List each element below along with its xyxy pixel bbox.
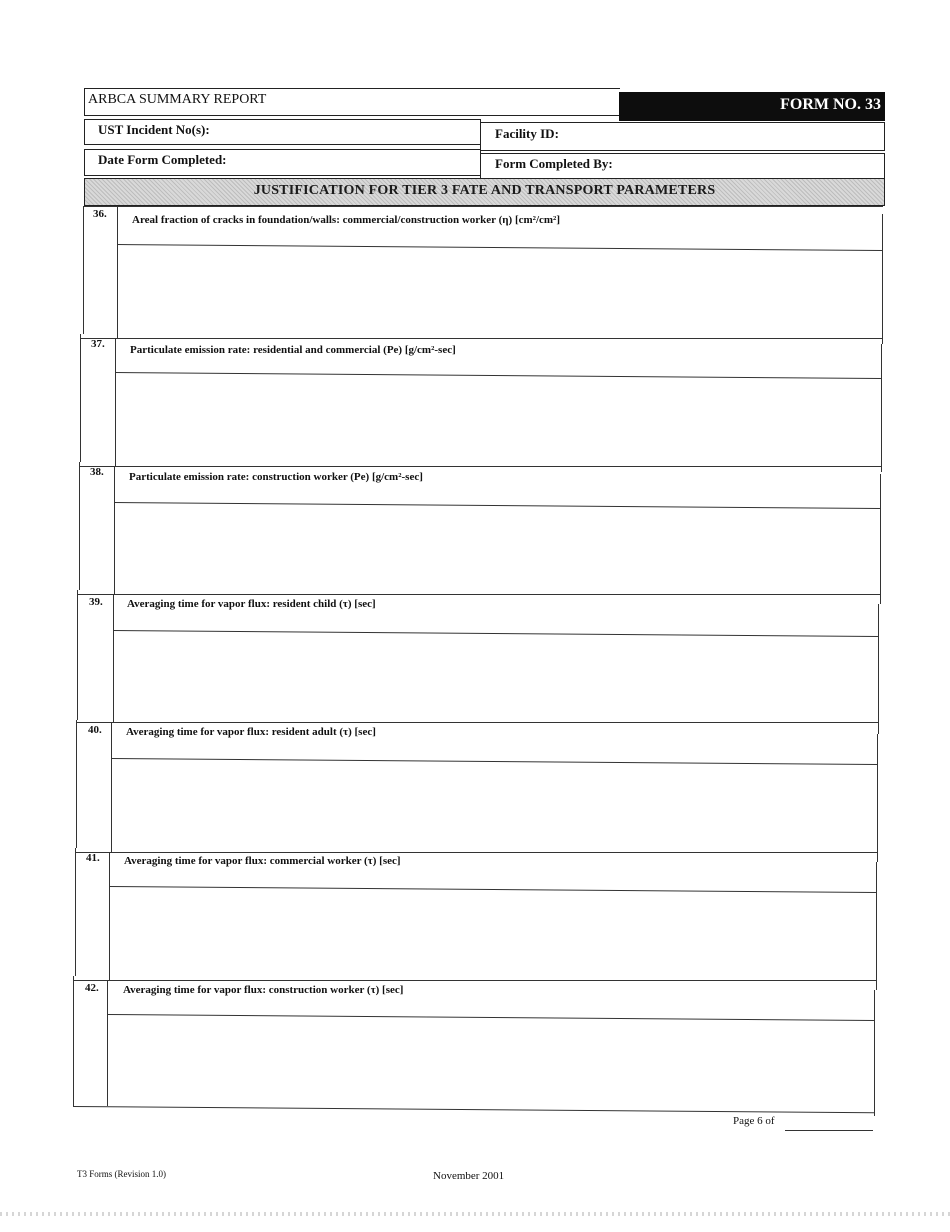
date-completed-label: Date Form Completed: xyxy=(98,152,227,167)
frame-left-line xyxy=(75,848,76,976)
section-banner xyxy=(84,178,885,206)
form-revision: T3 Forms (Revision 1.0) xyxy=(77,1169,166,1179)
label-underline xyxy=(115,372,881,379)
justification-field[interactable] xyxy=(108,1022,873,1106)
item-number: 39. xyxy=(89,596,103,608)
completed-by-label: Form Completed By: xyxy=(495,156,613,171)
page-total-field[interactable] xyxy=(785,1130,873,1131)
frame-right-line xyxy=(878,604,879,734)
facility-id-label: Facility ID: xyxy=(495,126,559,141)
item-label: Particulate emission rate: residential and commercial (Pe) [g/cm²-sec] xyxy=(130,344,456,356)
scan-artifact-strip xyxy=(0,1212,950,1216)
item-top-line xyxy=(75,852,877,853)
justification-field[interactable] xyxy=(112,766,876,850)
item-label: Areal fraction of cracks in foundation/walls: commercial/construction worker (η) [cm²/cm²] xyxy=(132,214,561,226)
form-date: November 2001 xyxy=(433,1170,505,1182)
label-underline xyxy=(111,758,877,765)
frame-right-line xyxy=(877,734,878,862)
item-top-line xyxy=(84,206,883,207)
frame-right-line xyxy=(874,990,875,1116)
justification-field[interactable] xyxy=(110,894,875,978)
item-top-line xyxy=(79,466,881,467)
report-title: ARBCA SUMMARY REPORT xyxy=(88,92,267,107)
item-top-line xyxy=(76,722,878,723)
label-underline xyxy=(107,1014,874,1021)
item-label: Averaging time for vapor flux: resident child (τ) [sec] xyxy=(127,598,376,610)
item-top-line xyxy=(80,338,882,339)
justification-field[interactable] xyxy=(115,510,879,594)
item-top-line xyxy=(73,980,876,981)
item-label: Averaging time for vapor flux: commercial worker (τ) [sec] xyxy=(124,855,401,867)
justification-field[interactable] xyxy=(116,380,880,462)
frame-left-line xyxy=(80,334,81,462)
label-underline xyxy=(114,502,880,509)
justification-field[interactable] xyxy=(118,252,882,338)
frame-left-line xyxy=(79,462,80,590)
page-number-label: Page 6 of xyxy=(733,1115,775,1127)
justification-field[interactable] xyxy=(114,638,877,722)
item-number: 37. xyxy=(91,338,105,350)
frame-left-line xyxy=(77,590,78,720)
ust-incident-label: UST Incident No(s): xyxy=(98,122,210,137)
label-underline xyxy=(109,886,876,893)
frame-left-line xyxy=(83,206,84,334)
item-label: Averaging time for vapor flux: construction worker (τ) [sec] xyxy=(123,984,404,996)
item-top-line xyxy=(77,594,880,595)
frame-left-line xyxy=(73,976,74,1106)
frame-right-line xyxy=(876,862,877,990)
frame-left-line xyxy=(76,720,77,848)
item-number: 42. xyxy=(85,982,99,994)
item-label: Averaging time for vapor flux: resident adult (τ) [sec] xyxy=(126,726,376,738)
form-number: FORM NO. 33 xyxy=(780,96,881,113)
frame-right-line xyxy=(880,474,881,604)
item-number: 41. xyxy=(86,852,100,864)
form-number-box xyxy=(619,92,885,121)
label-underline xyxy=(117,244,882,251)
label-underline xyxy=(113,630,878,637)
item-number: 38. xyxy=(90,466,104,478)
frame-right-line xyxy=(882,214,883,344)
frame-right-line xyxy=(881,344,882,472)
item-number: 40. xyxy=(88,724,102,736)
item-number: 36. xyxy=(93,208,107,220)
section-banner-title: JUSTIFICATION FOR TIER 3 FATE AND TRANSPORT PARAMETERS xyxy=(253,183,716,198)
item-label: Particulate emission rate: construction worker (Pe) [g/cm²-sec] xyxy=(129,471,423,483)
frame-bottom-line xyxy=(73,1106,875,1113)
